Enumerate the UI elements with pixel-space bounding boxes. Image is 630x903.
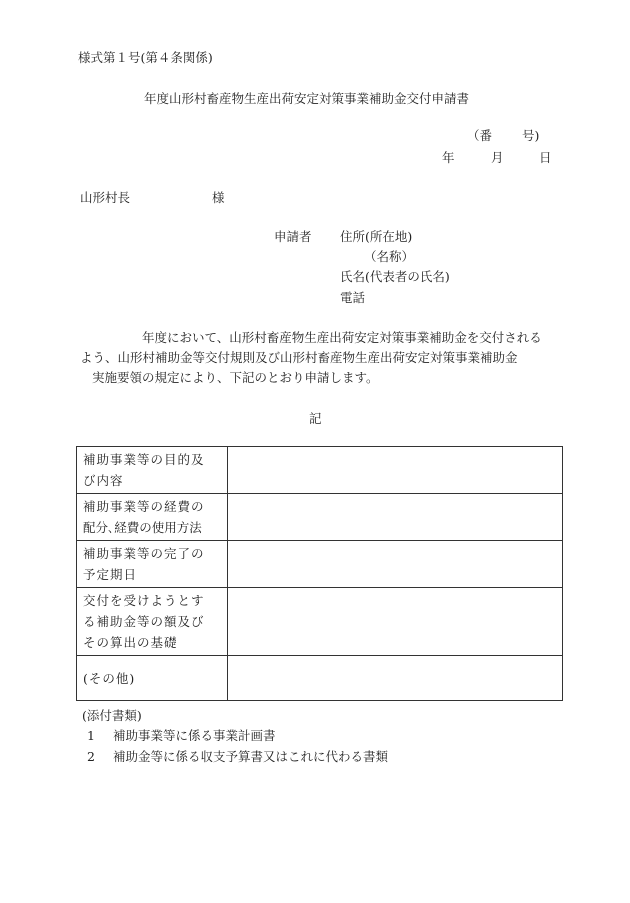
ki-heading: 記 <box>309 411 322 426</box>
doc-number-close: 号) <box>522 128 540 143</box>
table-row <box>77 541 563 588</box>
row-label-line: 補助事業等の目的及 <box>83 452 205 467</box>
applicant-org-name: （名称） <box>364 249 415 264</box>
date-day: 日 <box>539 150 552 165</box>
row-label-line: 補助事業等の経費の <box>83 499 205 514</box>
applicant-phone: 電話 <box>340 290 366 305</box>
row-label <box>77 541 228 588</box>
attachment-item-number: 1 <box>87 728 95 743</box>
attachment-item: 補助事業等に係る事業計画書 <box>113 728 276 743</box>
row-label-line: その算出の基礎 <box>83 635 178 650</box>
applicant-name: 氏名(代表者の氏名) <box>340 269 450 284</box>
applicant-label: 申請者 <box>274 229 312 244</box>
row-label-line: (その他) <box>83 670 136 686</box>
row-label <box>77 447 228 494</box>
row-label <box>77 494 228 541</box>
body-line: 実施要領の規定により、下記のとおり申請します。 <box>92 370 379 385</box>
attachments-heading: (添付書類) <box>82 708 142 723</box>
row-value-cell[interactable] <box>228 447 563 494</box>
document-title: 年度山形村畜産物生産出荷安定対策事業補助金交付申請書 <box>144 91 470 106</box>
row-label <box>77 656 228 701</box>
application-items-table <box>76 446 563 701</box>
table-row <box>77 494 563 541</box>
row-value-cell[interactable] <box>228 588 563 656</box>
table-row <box>77 588 563 656</box>
row-value-cell[interactable] <box>228 656 563 701</box>
table-row <box>77 656 563 701</box>
row-label-line: 配分､経費の使用方法 <box>83 520 202 535</box>
body-paragraph <box>80 328 560 388</box>
body-line: 年度において、山形村畜産物生産出荷安定対策事業補助金を交付される <box>142 330 542 345</box>
row-value-cell[interactable] <box>228 494 563 541</box>
date-month: 月 <box>491 150 504 165</box>
attachment-item: 補助金等に係る収支予算書又はこれに代わる書類 <box>113 749 389 764</box>
doc-number-open: （番 <box>467 128 493 143</box>
applicant-address: 住所(所在地) <box>340 229 413 244</box>
form-number: 様式第１号(第４条関係) <box>78 50 213 65</box>
row-label-line: び内容 <box>83 473 124 488</box>
row-label <box>77 588 228 656</box>
row-label-line: 予定期日 <box>83 567 138 582</box>
row-value-cell[interactable] <box>228 541 563 588</box>
attachment-item-number: 2 <box>87 749 95 764</box>
row-label-line: 交付を受けようとす <box>83 593 205 608</box>
row-label-line: 補助事業等の完了の <box>83 546 205 561</box>
date-year: 年 <box>442 150 455 165</box>
table-row <box>77 447 563 494</box>
addressee-honorific: 様 <box>212 190 225 205</box>
row-label-line: る補助金等の額及び <box>83 614 205 629</box>
addressee-name: 山形村長 <box>80 190 131 205</box>
body-line: よう、山形村補助金等交付規則及び山形村畜産物生産出荷安定対策事業補助金 <box>80 350 518 365</box>
